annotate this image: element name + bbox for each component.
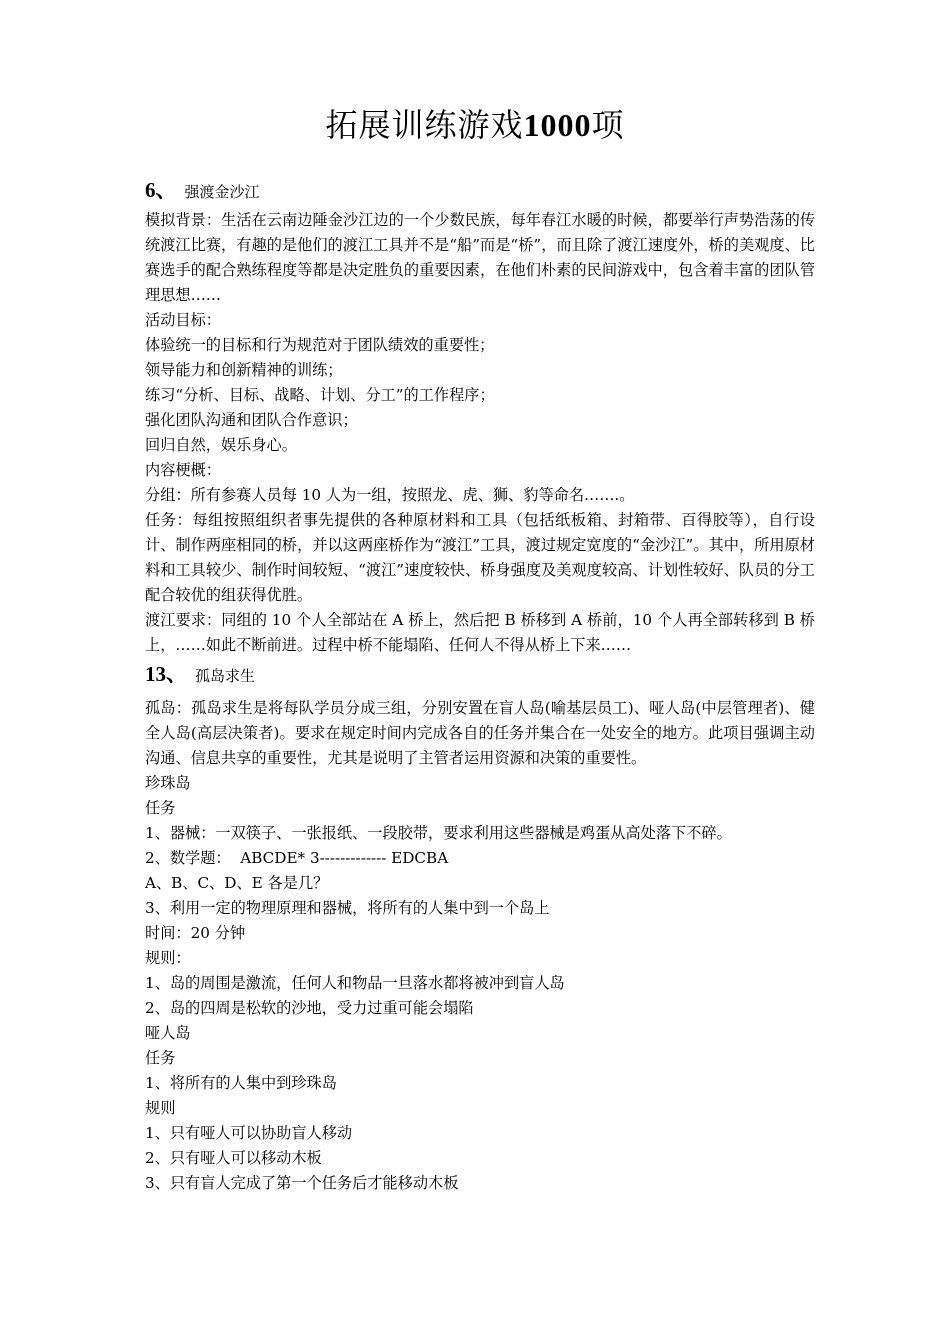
goal-item: 回归自然，娱乐身心。 bbox=[145, 436, 297, 454]
island-line: 规则： bbox=[145, 949, 191, 967]
island-line: 3、只有盲人完成了第一个任务后才能移动木板 bbox=[145, 1174, 459, 1192]
section-number: 6、 bbox=[145, 178, 177, 202]
island-line: 3、利用一定的物理原理和器械，将所有的人集中到一个岛上 bbox=[145, 899, 550, 917]
island-line: 1、岛的周围是激流，任何人和物品一旦落水都将被冲到盲人岛 bbox=[145, 974, 565, 992]
island-line: 珍珠岛 bbox=[145, 774, 191, 792]
island-line: 2、只有哑人可以移动木板 bbox=[145, 1149, 322, 1167]
island-line: 1、器械：一双筷子、一张报纸、一段胶带，要求利用这些器械是鸡蛋从高处落下不碎。 bbox=[145, 824, 732, 842]
task-paragraph: 任务：每组按照组织者事先提供的各种原材料和工具（包括纸板箱、封箱带、百得胶等），自行设计、制作两座相同的桥，并以这两座桥作为“渡江”工具，渡过规定宽度的“金沙江”。其中，所用原材料和工具较少、制作时间较短、“渡江”速度较快、桥身强度及美观度较高、计划性较好、队员的分工配合较优的组获得优胜。 bbox=[145, 511, 815, 604]
goal-item: 强化团队沟通和团队合作意识； bbox=[145, 411, 358, 429]
island-line: A、B、C、D、E 各是几？ bbox=[145, 874, 329, 892]
section-heading-island bbox=[145, 658, 815, 696]
background-paragraph: 模拟背景：生活在云南边陲金沙江边的一个少数民族，每年春江水暖的时候，都要举行声势浩荡的传统渡江比赛，有趣的是他们的渡江工具并不是“船”而是“桥”，而且除了渡江速度外，桥的美观度、比赛选手的配合熟练程度等都是决定胜负的重要因素，在他们朴素的民间游戏中，包含着丰富的团队管理思想…… bbox=[145, 211, 815, 304]
island-line: 2、数学题： ABCDE* 3------------- EDCBA bbox=[145, 849, 449, 867]
island-line: 任务 bbox=[145, 1049, 176, 1067]
island-line: 哑人岛 bbox=[145, 1024, 191, 1042]
summary-label: 内容梗概： bbox=[145, 461, 221, 479]
goal-item: 练习“分析、目标、战略、计划、分工”的工作程序； bbox=[145, 386, 495, 404]
title-number: 1000 bbox=[523, 107, 592, 143]
island-line: 任务 bbox=[145, 799, 176, 817]
section-heading-jinsha bbox=[145, 174, 815, 208]
island-line: 2、岛的四周是松软的沙地，受力过重可能会塌陷 bbox=[145, 999, 474, 1017]
document-body bbox=[145, 174, 815, 1196]
island-line: 1、只有哑人可以协助盲人移动 bbox=[145, 1124, 353, 1142]
section-title: 孤岛求生 bbox=[195, 667, 256, 685]
goals-label: 活动目标： bbox=[145, 311, 221, 329]
title-suffix: 项 bbox=[591, 106, 625, 144]
island-line: 时间：20 分钟 bbox=[145, 924, 246, 942]
section-title: 强渡金沙江 bbox=[184, 183, 260, 201]
goal-item: 领导能力和创新精神的训练； bbox=[145, 361, 343, 379]
grouping-text: 分组：所有参赛人员每 10 人为一组，按照龙、虎、狮、豹等命名…….。 bbox=[145, 486, 635, 504]
island-line: 1、将所有的人集中到珍珠岛 bbox=[145, 1074, 337, 1092]
island-intro-paragraph: 孤岛：孤岛求生是将每队学员分成三组，分别安置在盲人岛(喻基层员工)、哑人岛(中层管理者)、健全人岛(高层决策者)。要求在规定时间内完成各自的任务并集合在一处安全的地方。此项目强调主动沟通、信息共享的重要性，尤其是说明了主管者运用资源和决策的重要性。 bbox=[145, 699, 815, 767]
document-title bbox=[0, 102, 950, 148]
title-prefix: 拓展训练游戏 bbox=[325, 106, 524, 144]
crossing-paragraph: 渡江要求：同组的 10 个人全部站在 A 桥上，然后把 B 桥移到 A 桥前，10 个人再全部转移到 B 桥上，……如此不断前进。过程中桥不能塌陷、任何人不得从桥上下来…… bbox=[145, 611, 815, 654]
goal-item: 体验统一的目标和行为规范对于团队绩效的重要性； bbox=[145, 336, 495, 354]
section-number: 13、 bbox=[145, 662, 187, 686]
island-line: 规则 bbox=[145, 1099, 176, 1117]
